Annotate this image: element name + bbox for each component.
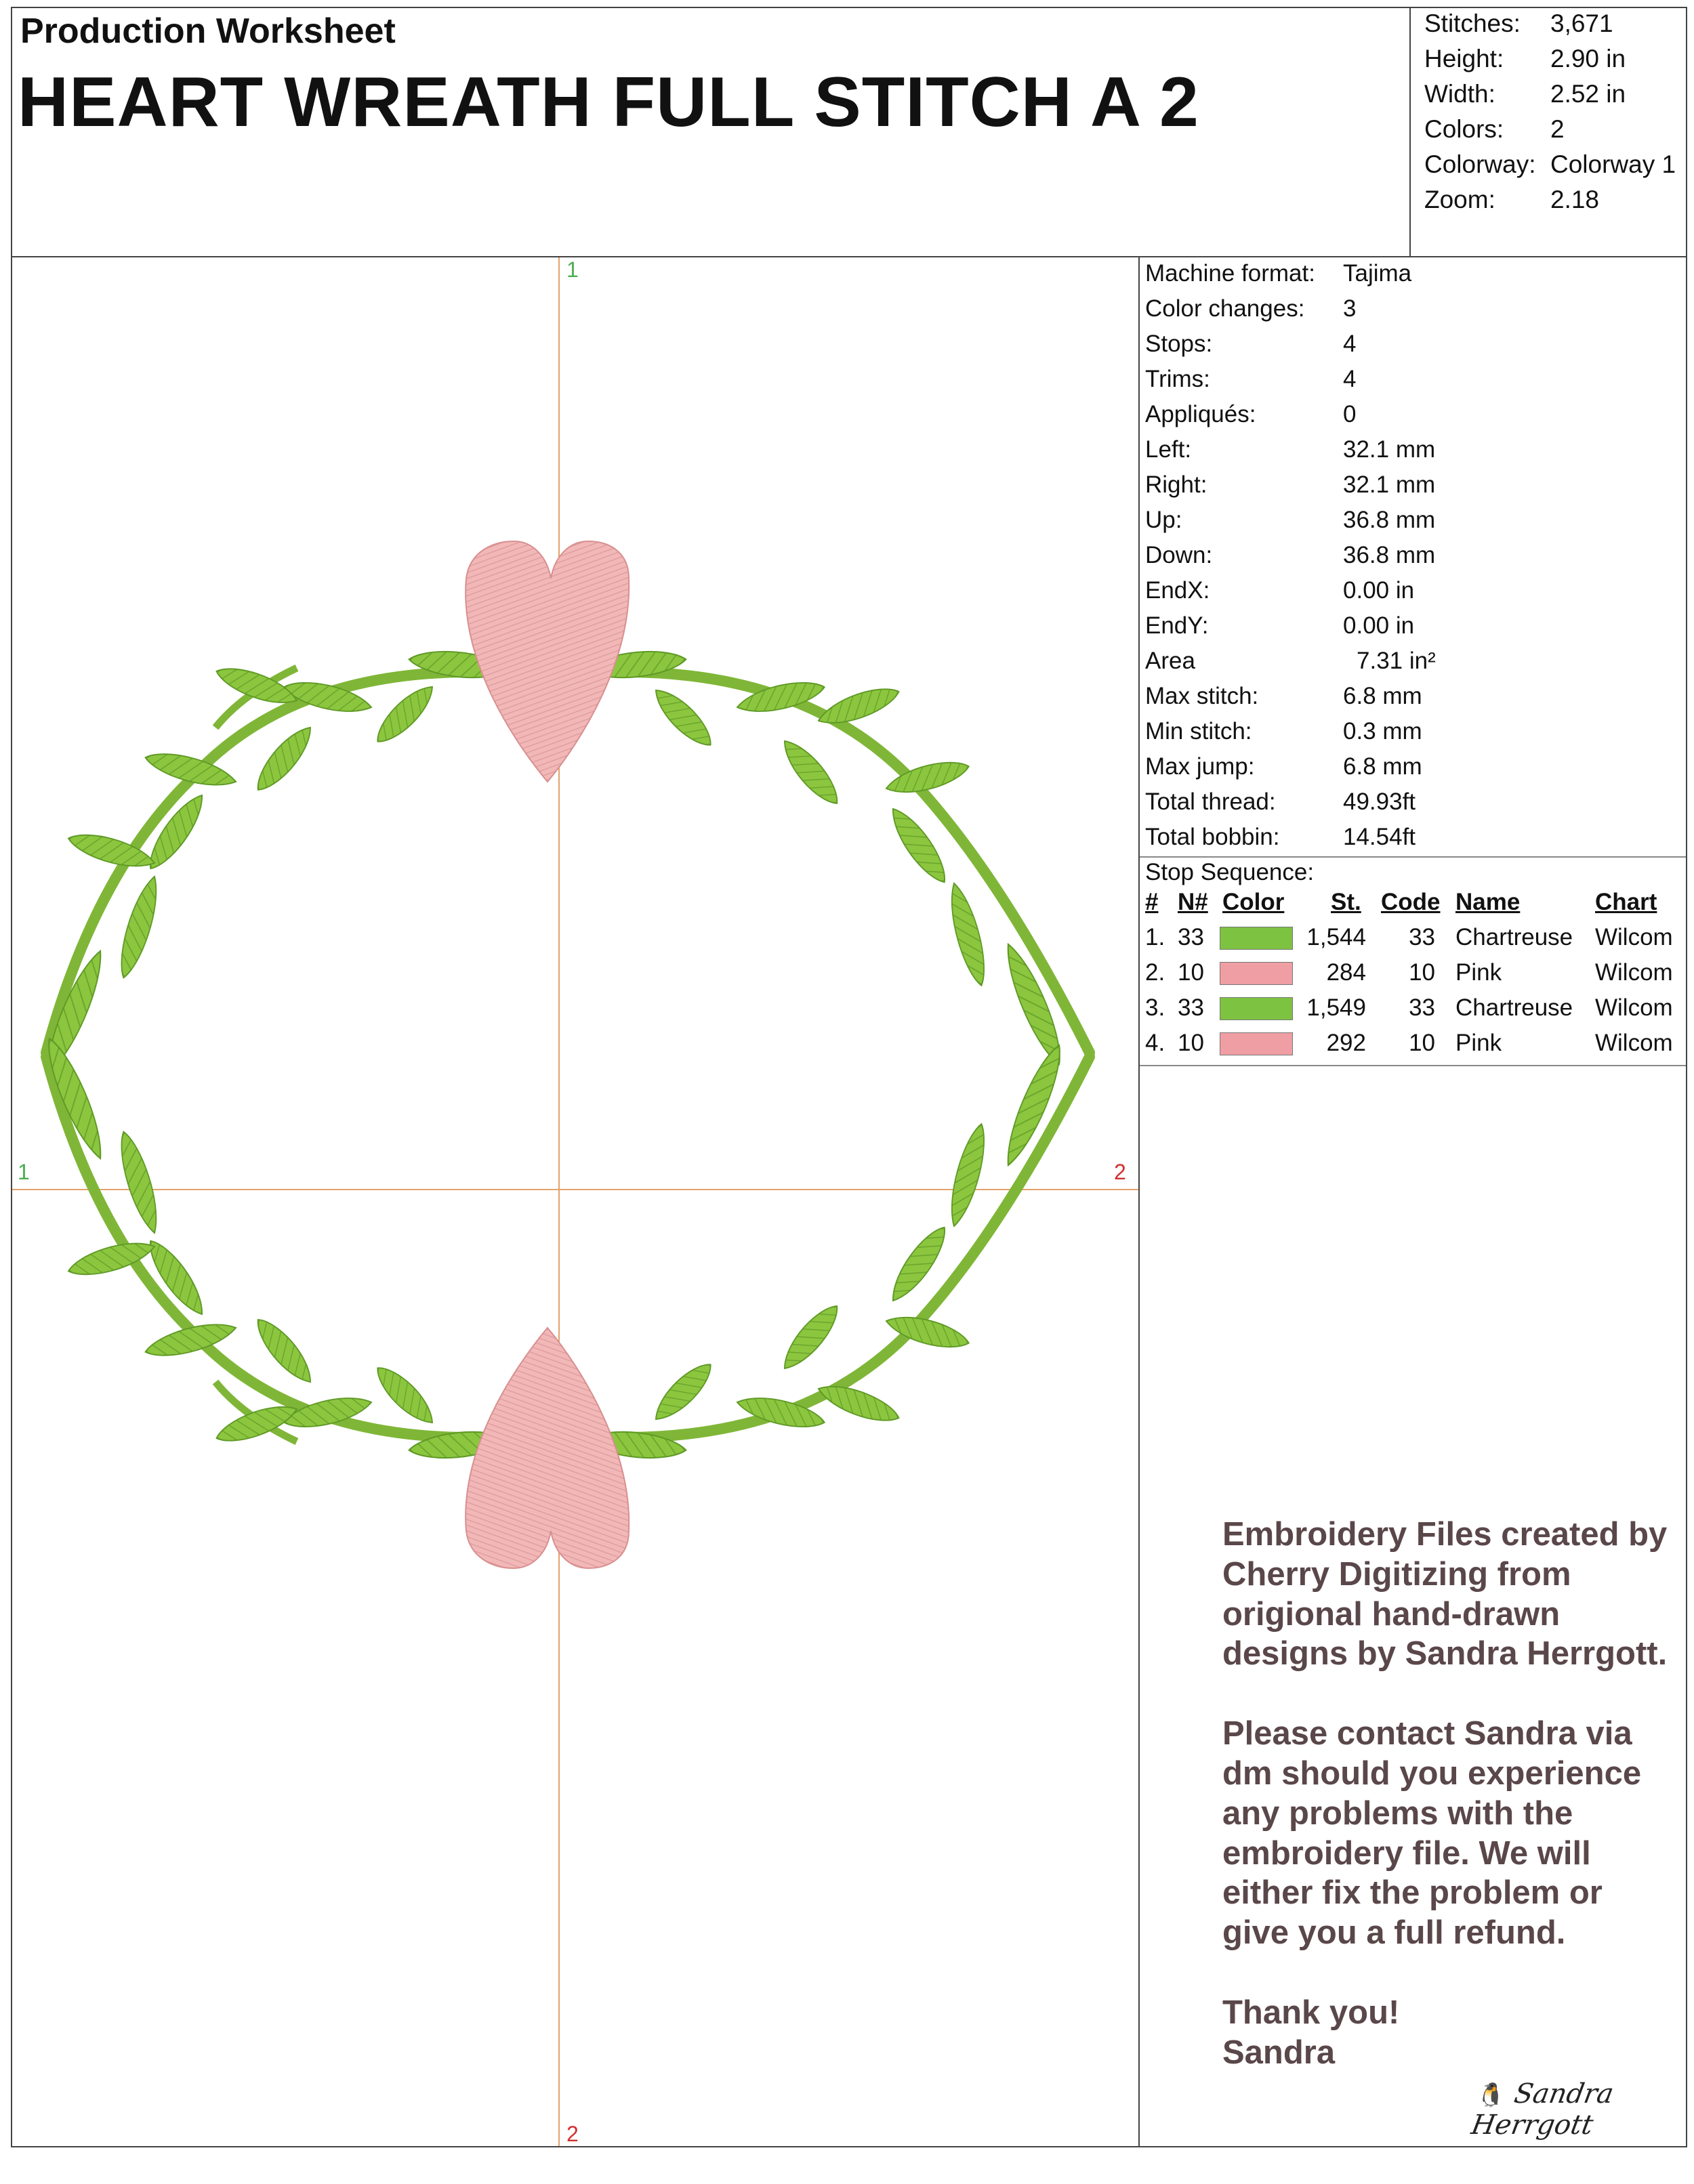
row-3-name: Chartreuse bbox=[1455, 994, 1573, 1021]
row-3-chart: Wilcom bbox=[1595, 994, 1673, 1021]
info-appliques: Appliqués: 0 bbox=[1145, 401, 1357, 427]
info-left: Left: 32.1 mm bbox=[1145, 436, 1436, 463]
row-2-code: 10 bbox=[1409, 959, 1435, 986]
row-2-name: Pink bbox=[1455, 959, 1502, 986]
row-4-name: Pink bbox=[1455, 1030, 1502, 1056]
info-endx: EndX: 0.00 in bbox=[1145, 577, 1415, 604]
row-4-color-swatch bbox=[1220, 1032, 1293, 1055]
col-header-n: N# bbox=[1178, 889, 1208, 915]
design-preview bbox=[11, 256, 1140, 2147]
info-color-changes: Color changes: 3 bbox=[1145, 295, 1357, 322]
signature-logo bbox=[1469, 2078, 1694, 2141]
row-4-st: 292 bbox=[1326, 1030, 1366, 1056]
row-1-name: Chartreuse bbox=[1455, 924, 1573, 950]
row-3-st: 1,549 bbox=[1306, 994, 1366, 1021]
row-2-color-swatch bbox=[1220, 962, 1293, 985]
col-header-chart: Chart bbox=[1595, 889, 1657, 915]
row-3-code: 33 bbox=[1409, 994, 1435, 1021]
row-1-num: 1. bbox=[1145, 924, 1165, 950]
row-3-color-swatch bbox=[1220, 997, 1293, 1020]
stat-colorway: Colorway: Colorway 1 bbox=[1424, 150, 1676, 178]
stat-colors: Colors: 2 bbox=[1424, 115, 1565, 143]
stat-zoom: Zoom: 2.18 bbox=[1424, 186, 1600, 213]
row-1-n: 33 bbox=[1178, 924, 1204, 950]
info-area: Area 7.31 in² bbox=[1145, 648, 1436, 674]
divider bbox=[1140, 856, 1686, 858]
col-header-st: St. bbox=[1331, 889, 1361, 915]
row-3-n: 33 bbox=[1178, 994, 1204, 1021]
info-total-bobbin: Total bobbin: 14.54ft bbox=[1145, 824, 1416, 850]
axis-label-bottom: 2 bbox=[566, 2122, 579, 2146]
row-1-color-swatch bbox=[1220, 927, 1293, 950]
stat-height: Height: 2.90 in bbox=[1424, 45, 1626, 72]
info-right: Right: 32.1 mm bbox=[1145, 471, 1436, 498]
row-3-num: 3. bbox=[1145, 994, 1165, 1021]
axis-label-right: 2 bbox=[1114, 1160, 1126, 1184]
row-4-chart: Wilcom bbox=[1595, 1030, 1673, 1056]
row-1-code: 33 bbox=[1409, 924, 1435, 950]
row-1-chart: Wilcom bbox=[1595, 924, 1673, 950]
info-min-stitch: Min stitch: 0.3 mm bbox=[1145, 718, 1422, 744]
row-4-num: 4. bbox=[1145, 1030, 1165, 1056]
penguin-icon: 🐧 bbox=[1474, 2082, 1508, 2109]
col-header-color: Color bbox=[1222, 889, 1285, 915]
note-closing: Thank you! bbox=[1222, 1994, 1400, 2031]
stat-stitches: Stitches: 3,671 bbox=[1424, 9, 1613, 37]
wreath-design-top bbox=[39, 541, 1090, 1075]
info-down: Down: 36.8 mm bbox=[1145, 542, 1436, 568]
axis-label-left: 1 bbox=[18, 1160, 30, 1184]
designer-note bbox=[1222, 1515, 1670, 2073]
row-1-st: 1,544 bbox=[1306, 924, 1366, 950]
info-max-stitch: Max stitch: 6.8 mm bbox=[1145, 683, 1422, 709]
info-total-thread: Total thread: 49.93ft bbox=[1145, 789, 1416, 815]
worksheet-subtitle: Production Worksheet bbox=[20, 12, 396, 51]
row-2-chart: Wilcom bbox=[1595, 959, 1673, 986]
info-stops: Stops: 4 bbox=[1145, 331, 1357, 357]
row-2-n: 10 bbox=[1178, 959, 1204, 986]
info-up: Up: 36.8 mm bbox=[1145, 507, 1436, 533]
signature-text: Sandra Herrgott bbox=[1468, 2078, 1616, 2141]
col-header-code: Code bbox=[1381, 889, 1441, 915]
note-paragraph-2: Please contact Sandra via dm should you experience any problems with the embroidery file. We will either fix the problem or give you a full refund. bbox=[1222, 1715, 1642, 1952]
stop-sequence-title: Stop Sequence: bbox=[1145, 859, 1315, 885]
table-bottom-divider bbox=[1140, 1065, 1686, 1066]
embroidery-preview-svg bbox=[12, 257, 1138, 2146]
col-header-name: Name bbox=[1455, 889, 1521, 915]
row-4-code: 10 bbox=[1409, 1030, 1435, 1056]
note-name: Sandra bbox=[1222, 2034, 1336, 2071]
row-2-num: 2. bbox=[1145, 959, 1165, 986]
stats-box bbox=[1409, 7, 1687, 257]
info-max-jump: Max jump: 6.8 mm bbox=[1145, 753, 1422, 780]
wreath-design-bottom bbox=[39, 1034, 1090, 1568]
row-4-n: 10 bbox=[1178, 1030, 1204, 1056]
info-machine-format: Machine format: Tajima bbox=[1145, 260, 1412, 287]
info-endy: EndY: 0.00 in bbox=[1145, 612, 1415, 639]
col-header-num: # bbox=[1145, 889, 1159, 915]
axis-label-top: 1 bbox=[566, 257, 579, 282]
info-trims: Trims: 4 bbox=[1145, 366, 1357, 392]
design-title: HEART WREATH FULL STITCH A 2 bbox=[18, 63, 1199, 142]
note-paragraph-1: Embroidery Files created by Cherry Digitizing from origional hand-drawn designs by Sandra Herrgott. bbox=[1222, 1516, 1668, 1673]
row-2-st: 284 bbox=[1326, 959, 1366, 986]
stat-width: Width: 2.52 in bbox=[1424, 80, 1626, 108]
